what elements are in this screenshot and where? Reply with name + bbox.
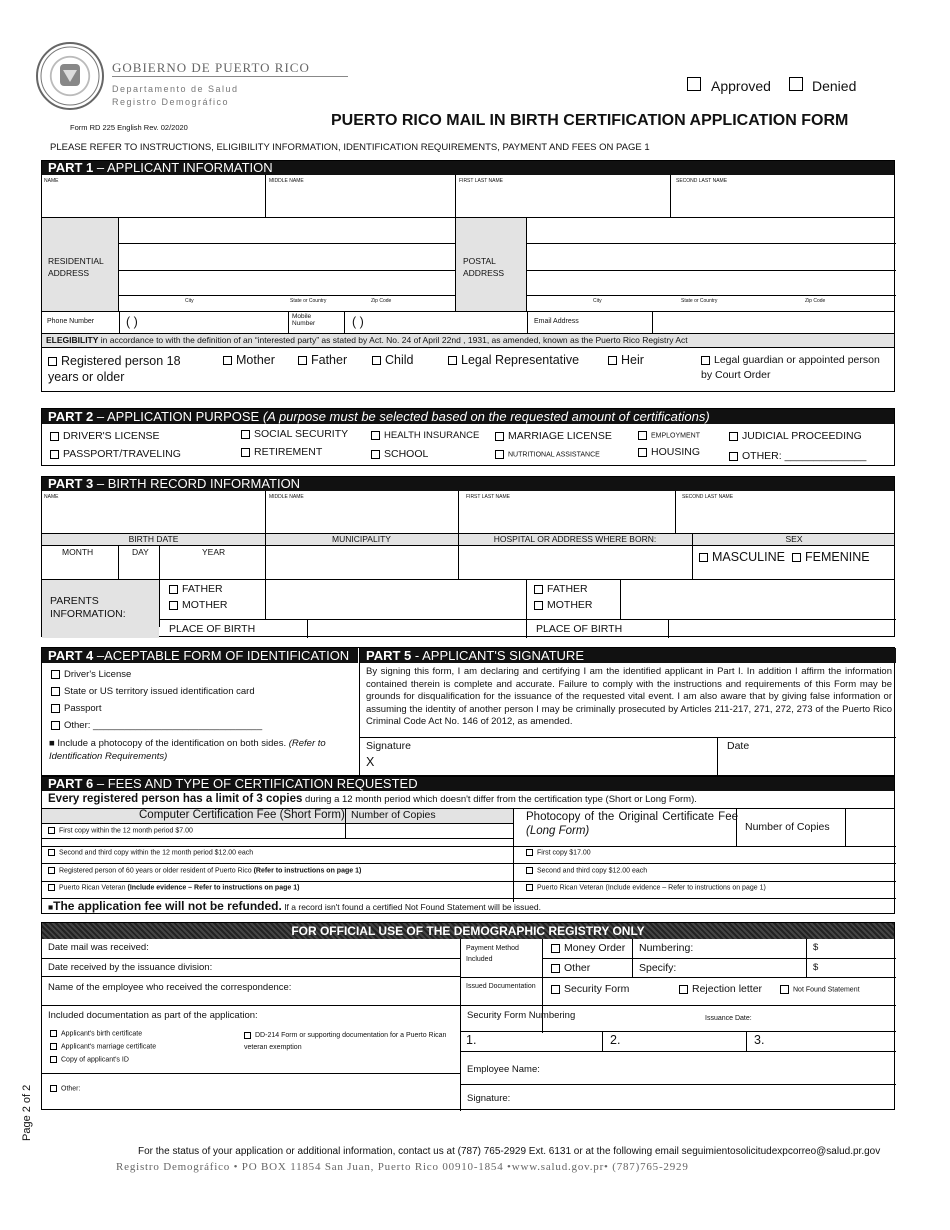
sf-num-1: 1.: [466, 1033, 477, 1047]
postal-label: POSTAL ADDRESS: [463, 256, 505, 278]
form-id: Form RD 225 English Rev. 02/2020: [70, 123, 188, 132]
purpose-drivers[interactable]: DRIVER'S LICENSE: [50, 430, 160, 442]
p3-secondlast-label: SECOND LAST NAME: [682, 494, 734, 500]
part4-header: PART 4 –ACEPTABLE FORM OF IDENTIFICATION: [42, 648, 358, 663]
p3-place-label: PLACE OF BIRTH: [169, 623, 256, 635]
fee-long-veteran[interactable]: Puerto Rican Veteran (Include evidence – Refer to instructions on page 1): [526, 884, 766, 891]
fee-senior[interactable]: Registered person of 60 years or older resident of Puerto Rico (Refer to instructions on page 1): [48, 867, 361, 874]
purpose-school[interactable]: SCHOOL: [371, 448, 428, 460]
purpose-nutritional[interactable]: NUTRITIONAL ASSISTANCE: [495, 450, 600, 459]
mobile-label: Mobile Number: [292, 313, 316, 327]
p3-name-label: NAME: [44, 494, 59, 500]
dollar-1: $: [813, 942, 819, 953]
eligibility-row: ELEGIBILITY in accordance to with the definition of an “interested party” as stated by Act. No. 24 of April 22nd , 1931, as amended, known as the Puerto Rico Registry Act: [42, 334, 894, 347]
sex-label: SEX: [785, 534, 803, 544]
doc-dd214[interactable]: DD-214 Form or supporting documentation for a Puerto Rican veteran exemption: [244, 1032, 447, 1051]
part45-section: [41, 647, 895, 776]
femenine-option[interactable]: FEMENINE: [792, 550, 870, 564]
page-number: Page 2 of 2: [21, 1084, 33, 1141]
denied-checkbox[interactable]: [789, 77, 803, 91]
included-docs-label: Included documentation as part of the application:: [48, 1010, 258, 1021]
dept-name: Departamento de Salud: [112, 84, 239, 94]
declaration-text: By signing this form, I am declaring and certifying I am the identified applicant in Part I. In addition I affirm the information contained therein is complete and accurate. Failure to comply with the instructions and requirements of this Form may be grounds for disqualification for the issuance of the requested vital event. I am also aware that by giving false information or assuming the identity of another person I may be criminally prosecuted by Articles 211-217, 271, 272, 273 of the Puerto Rico Criminal Code Act No. 146 of 2012, as amended.: [366, 666, 892, 727]
limit-note: Every registered person has a limit of 3 copies during a 12 month period which doesn't differ from the certification type (Short or Long Form).: [48, 793, 697, 805]
official-signature-label: Signature:: [467, 1093, 511, 1104]
footer-address: Registro Demográfico • PO BOX 11854 San Juan, Puerto Rico 00910-1854 •www.salud.gov.pr• (787)765-2929: [116, 1161, 689, 1173]
hospital-label: HOSPITAL OR ADDRESS WHERE BORN:: [493, 534, 657, 544]
p3-place2-label: PLACE OF BIRTH: [536, 623, 623, 635]
denied-label: Denied: [812, 78, 857, 94]
phone-label: Phone Number: [47, 318, 95, 325]
date-label: Date: [727, 740, 750, 752]
municipality-label: MUNICIPALITY: [332, 534, 391, 544]
contact-info: For the status of your application or additional information, contact us at (787) 765-2929 Ext. 6131 or at the following email seguimientosolicitudexpcorreo@salud.pr.gov: [138, 1146, 881, 1157]
part2-section: [41, 408, 895, 466]
money-order-option[interactable]: Money Order: [551, 942, 625, 954]
part6-section: [41, 776, 895, 914]
masculine-option[interactable]: MASCULINE: [699, 550, 785, 564]
parents-label: PARENTS INFORMATION:: [50, 595, 126, 620]
fee-long-first[interactable]: First copy $17.00: [526, 849, 591, 856]
refer-note: PLEASE REFER TO INSTRUCTIONS, ELIGIBILITY INFORMATION, IDENTIFICATION REQUIREMENTS, PAYMENT AND FEES ON PAGE 1: [50, 142, 650, 153]
part2-header: PART 2 – APPLICATION PURPOSE (A purpose must be selected based on the requested amount of certifications): [42, 409, 894, 424]
other-payment-option[interactable]: Other: [551, 962, 590, 974]
part1-header: PART 1 – APPLICANT INFORMATION: [42, 161, 894, 175]
payment-label: Payment Method Included: [466, 945, 519, 963]
part3-section: [41, 476, 895, 637]
official-section: [41, 922, 895, 1110]
part6-header: PART 6 – FEES AND TYPE OF CERTIFICATION REQUESTED: [42, 777, 894, 791]
p1-city-label: City: [185, 298, 194, 304]
id-passport[interactable]: Passport: [51, 703, 102, 714]
fee-long-second[interactable]: Second and third copy $12.00 each: [526, 867, 647, 874]
fee-veteran[interactable]: Puerto Rican Veteran (Include evidence – Refer to instructions on page 1): [48, 884, 299, 891]
purpose-marriage[interactable]: MARRIAGE LICENSE: [495, 430, 612, 442]
id-other[interactable]: Other: ________________________________: [51, 720, 262, 731]
mother-option[interactable]: Mother: [223, 353, 275, 367]
id-drivers[interactable]: Driver's License: [51, 669, 131, 680]
doc-marriage-cert[interactable]: Applicant's marriage certificate: [50, 1043, 156, 1050]
guardian-option[interactable]: Legal guardian or appointed person by Court Order: [701, 354, 880, 381]
rejection-option[interactable]: Rejection letter: [679, 983, 762, 995]
sf-num-2: 2.: [610, 1033, 621, 1047]
residential-label: RESIDENTIAL ADDRESS: [48, 256, 104, 278]
short-copies-label: Number of Copies: [351, 809, 436, 821]
purpose-other[interactable]: OTHER: ______________: [729, 450, 866, 462]
p1-zip2-label: Zip Code: [805, 298, 826, 304]
issuance-date-label: Issuance Date:: [705, 1015, 752, 1022]
birth-date-label: BIRTH DATE: [128, 534, 179, 544]
doc-id-copy[interactable]: Copy of applicant's ID: [50, 1056, 129, 1063]
p3-father-option[interactable]: FATHER: [169, 583, 223, 595]
legal-rep-option[interactable]: Legal Representative: [448, 353, 579, 367]
long-form-label: Photocopy of the Original Certificate Fee (Long Form): [526, 811, 738, 837]
month-label: MONTH: [62, 547, 94, 557]
purpose-social-security[interactable]: SOCIAL SECURITY: [241, 428, 348, 440]
purpose-housing[interactable]: HOUSING: [638, 446, 700, 458]
p1-state2-label: State or Country: [681, 298, 718, 304]
father-option[interactable]: Father: [298, 353, 347, 367]
phone-paren: ( ): [126, 315, 138, 329]
form-title: PUERTO RICO MAIL IN BIRTH CERTIFICATION APPLICATION FORM: [331, 112, 849, 129]
fee-first-copy[interactable]: First copy within the 12 month period $7.00: [48, 827, 193, 834]
day-label: DAY: [132, 547, 149, 557]
p1-secondlast-label: SECOND LAST NAME: [676, 178, 728, 184]
sf-numbering-label: Security Form Numbering: [467, 1010, 576, 1021]
year-label: YEAR: [202, 547, 226, 557]
approved-label: Approved: [711, 78, 771, 94]
p1-firstlast-label: FIRST LAST NAME: [459, 178, 503, 184]
security-form-option[interactable]: Security Form: [551, 983, 629, 995]
p3-firstlast-label: FIRST LAST NAME: [466, 494, 510, 500]
numbering-label: Numbering:: [639, 942, 694, 954]
p3-middle-label: MIDDLE NAME: [269, 494, 304, 500]
registry-name: Registro Demográfico: [112, 97, 230, 107]
mobile-paren: ( ): [352, 315, 364, 329]
p1-state-label: State or Country: [290, 298, 327, 304]
p1-zip-label: Zip Code: [371, 298, 392, 304]
sf-num-3: 3.: [754, 1033, 765, 1047]
child-option[interactable]: Child: [372, 353, 414, 367]
signature-x[interactable]: X: [366, 755, 375, 769]
part1-section: [41, 160, 895, 392]
specify-label: Specify:: [639, 962, 677, 974]
email-label: Email Address: [534, 318, 579, 325]
issued-label: Issued Documentation: [466, 983, 536, 990]
gov-title: GOBIERNO DE PUERTO RICO: [112, 60, 310, 75]
received-date-label: Date received by the issuance division:: [48, 962, 213, 973]
approved-checkbox[interactable]: [687, 77, 701, 91]
official-header: FOR OFFICIAL USE OF THE DEMOGRAPHIC REGISTRY ONLY: [42, 923, 894, 939]
p3-mother2-option[interactable]: MOTHER: [534, 599, 593, 611]
p3-father2-option[interactable]: FATHER: [534, 583, 588, 595]
signature-label: Signature: [366, 740, 411, 752]
purpose-health[interactable]: HEALTH INSURANCE: [371, 430, 479, 441]
long-copies-label: Number of Copies: [745, 821, 830, 833]
notfound-option[interactable]: Not Found Statement: [780, 985, 860, 994]
short-form-label: Computer Certification Fee (Short Form): [139, 809, 345, 821]
dollar-2: $: [813, 962, 819, 973]
purpose-employment[interactable]: EMPLOYMENT: [638, 431, 700, 440]
part3-header: PART 3 – BIRTH RECORD INFORMATION: [42, 477, 894, 491]
doc-other[interactable]: Other:: [50, 1085, 80, 1092]
id-note: ■ Include a photocopy of the identification on both sides. (Refer to Identification Requirements): [49, 738, 326, 762]
p1-name-label: NAME: [44, 178, 59, 184]
p1-middle-label: MIDDLE NAME: [269, 178, 304, 184]
p3-mother-option[interactable]: MOTHER: [169, 599, 228, 611]
registered-option[interactable]: Registered person 18 years or older: [48, 354, 181, 384]
mail-date-label: Date mail was received:: [48, 942, 149, 953]
employee-received-label: Name of the employee who received the correspondence:: [48, 982, 292, 993]
purpose-judicial[interactable]: JUDICIAL PROCEEDING: [729, 430, 862, 442]
purpose-passport[interactable]: PASSPORT/TRAVELING: [50, 448, 181, 460]
heir-option[interactable]: Heir: [608, 353, 644, 367]
p1-city2-label: City: [593, 298, 602, 304]
refund-note: ■The application fee will not be refunded. If a record isn't found a certified Not Found Statement will be issued.: [48, 899, 541, 913]
fee-second-copy[interactable]: Second and third copy within the 12 month period $12.00 each: [48, 849, 253, 856]
doc-birth-cert[interactable]: Applicant's birth certificate: [50, 1030, 142, 1037]
employee-name-label: Employee Name:: [467, 1064, 540, 1075]
purpose-retirement[interactable]: RETIREMENT: [241, 446, 322, 458]
part5-header: PART 5 - APPLICANT'S SIGNATURE: [360, 648, 896, 663]
id-state[interactable]: State or US territory issued identification card: [51, 686, 255, 697]
seal-logo: [36, 42, 104, 110]
